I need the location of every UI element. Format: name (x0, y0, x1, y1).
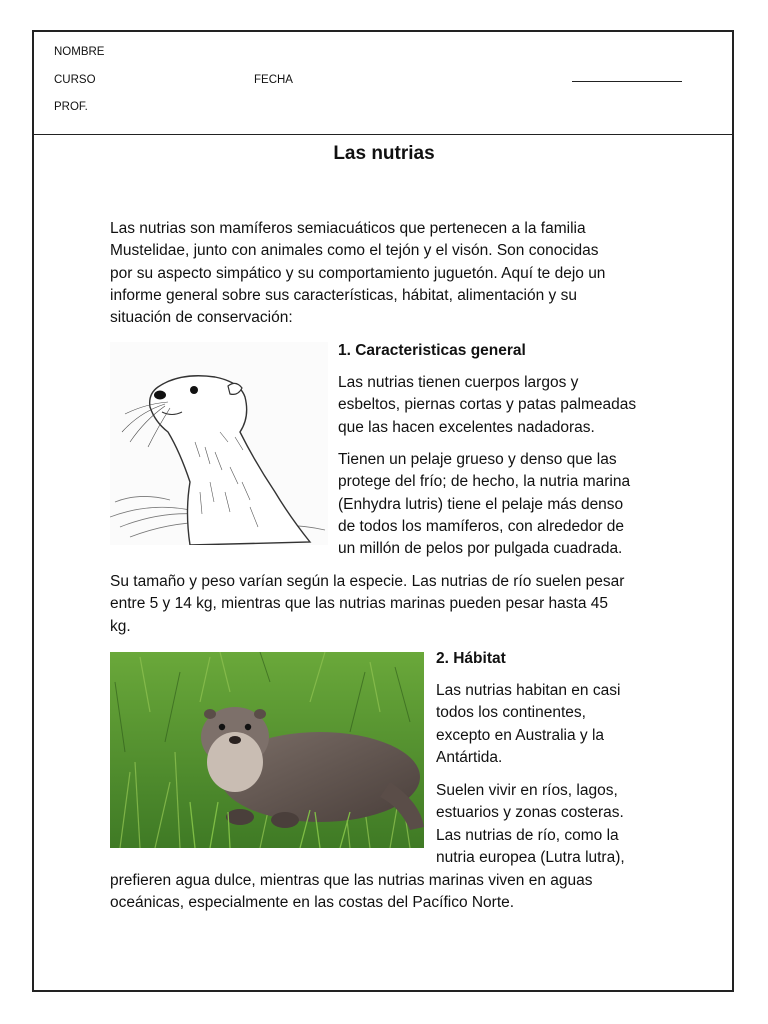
section2-heading: 2. Hábitat (436, 650, 506, 667)
otter-sketch-image (110, 342, 328, 545)
otter-photo-image (110, 652, 424, 848)
text-line: Tienen un pelaje grueso y denso que las (338, 451, 617, 468)
text-line: Las nutrias son mamíferos semiacuáticos que pertenecen a la familia (110, 220, 586, 237)
text-line: nutria europea (Lutra lutra), (436, 848, 625, 866)
text-line: estuarios y zonas costeras. (436, 804, 624, 822)
fecha-blank-line (572, 81, 682, 82)
text-line: un millón de pelos por pulgada cuadrada. (338, 540, 623, 558)
section1-heading: 1. Caracteristicas general (338, 342, 526, 359)
section1-paragraph-2 (338, 449, 668, 560)
section2-paragraph-2b (110, 870, 670, 915)
nombre-label: NOMBRE (54, 46, 105, 58)
text-line: Las nutrias tienen cuerpos largos y (338, 374, 579, 391)
text-line: kg. (110, 617, 131, 635)
text-line: de todos los mamíferos, con alrededor de (338, 517, 625, 535)
text-line: excepto en Australia y la (436, 726, 605, 744)
text-line: informe general sobre sus características, hábitat, alimentación y su (110, 286, 577, 304)
text-line: Las nutrias de río, como la (436, 826, 619, 844)
section2-paragraph-1 (436, 680, 676, 769)
text-line: Suelen vivir en ríos, lagos, (436, 782, 618, 799)
text-line: oceánicas, especialmente en las costas del Pacífico Norte. (110, 894, 515, 912)
section1-paragraph-1 (338, 372, 668, 439)
section1-paragraph-3 (110, 571, 670, 638)
text-line: prefieren agua dulce, mientras que las nutrias marinas viven en aguas (110, 872, 593, 889)
text-line: Las nutrias habitan en casi (436, 682, 621, 699)
text-line: protege del frío; de hecho, la nutria marina (338, 473, 631, 491)
text-line: esbeltos, piernas cortas y patas palmeadas (338, 396, 637, 414)
student-info-header (34, 32, 732, 135)
text-line: Antártida. (436, 748, 503, 766)
curso-label: CURSO (54, 74, 96, 86)
text-line: Mustelidae, junto con animales como el tejón y el visón. Son conocidas (110, 242, 599, 260)
text-line: todos los continentes, (436, 704, 586, 722)
text-line: Su tamaño y peso varían según la especie. Las nutrias de río suelen pesar (110, 573, 625, 590)
text-line: por su aspecto simpático y su comportamiento juguetón. Aquí te dejo un (110, 264, 606, 282)
intro-paragraph (110, 218, 670, 329)
text-line: (Enhydra lutris) tiene el pelaje más denso (338, 495, 624, 513)
fecha-label: FECHA (254, 74, 293, 86)
text-line: situación de conservación: (110, 309, 293, 327)
text-line: que las hacen excelentes nadadoras. (338, 418, 595, 436)
prof-label: PROF. (54, 101, 88, 113)
text-line: entre 5 y 14 kg, mientras que las nutrias marinas pueden pesar hasta 45 (110, 595, 609, 613)
section2-paragraph-2a (436, 780, 676, 869)
page-title: Las nutrias (333, 143, 435, 164)
